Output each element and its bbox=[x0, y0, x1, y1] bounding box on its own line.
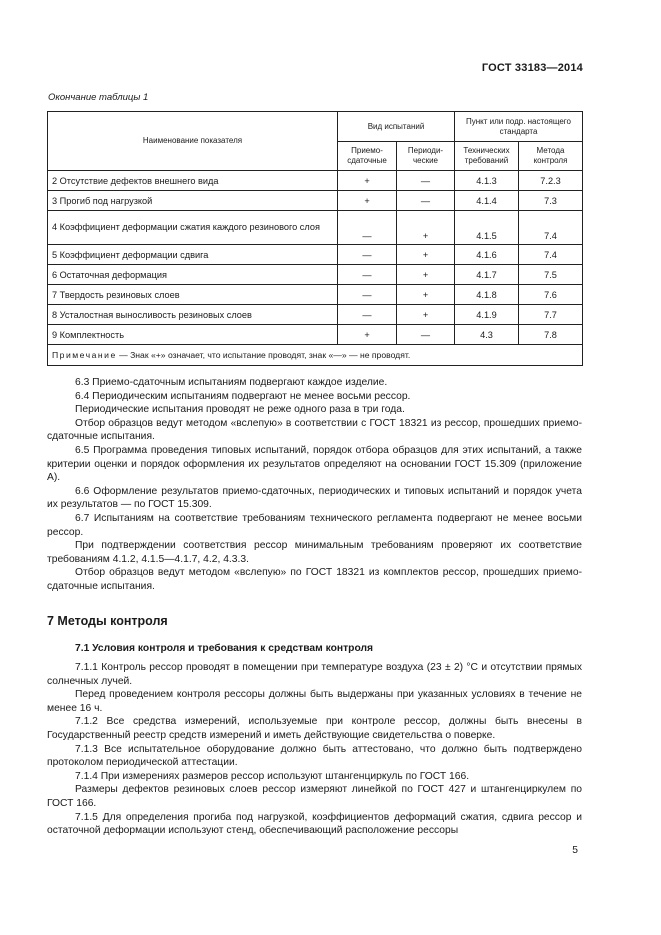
paragraph: При подтверждении соответствия рессор минимальным требованиям проверяют их соответствие требованиям 4.1.2, 4.1.5—4.1.7, 4.2, 4.3.3. bbox=[47, 540, 582, 565]
table-row bbox=[48, 171, 583, 191]
row-acceptance: — bbox=[338, 305, 397, 325]
row-requirements: 4.1.5 bbox=[455, 211, 519, 245]
table-header-row-1 bbox=[48, 112, 583, 142]
row-acceptance: — bbox=[338, 285, 397, 305]
row-acceptance: — bbox=[338, 211, 397, 245]
row-name: 3 Прогиб под нагрузкой bbox=[48, 191, 338, 211]
paragraph: 7.1.1 Контроль рессор проводят в помещении при температуре воздуха (23 ± 2) °С и отсутствии прямых солнечных лучей. bbox=[47, 662, 582, 687]
row-periodic: + bbox=[397, 211, 455, 245]
row-method: 7.7 bbox=[519, 305, 583, 325]
paragraph: Размеры дефектов резиновых слоев рессор измеряют линейкой по ГОСТ 427 и штангенциркулем по ГОСТ 166. bbox=[47, 784, 582, 809]
row-acceptance: — bbox=[338, 245, 397, 265]
row-requirements: 4.1.3 bbox=[455, 171, 519, 191]
table-caption: Окончание таблицы 1 bbox=[48, 92, 149, 103]
row-name: 6 Остаточная деформация bbox=[48, 265, 338, 285]
col-group-clause: Пункт или подр. настоящего стандарта bbox=[455, 112, 583, 142]
col-header-name: Наименование показателя bbox=[48, 112, 338, 171]
paragraph: 7.1.3 Все испытательное оборудование должно быть аттестовано, что должно быть подтверждено протоколом периодической аттестации. bbox=[47, 743, 582, 769]
note-lead: Примечание bbox=[52, 350, 117, 360]
table-row bbox=[48, 265, 583, 285]
paragraph: Периодические испытания проводят не реже одного раза в три года. bbox=[75, 404, 405, 416]
row-name: 2 Отсутствие дефектов внешнего вида bbox=[48, 171, 338, 191]
paragraph: 6.3 Приемо-сдаточным испытаниям подвергают каждое изделие. bbox=[75, 377, 388, 388]
paragraph: Перед проведением контроля рессоры должны быть выдержаны при указанных условиях в течение не менее 16 ч. bbox=[47, 689, 582, 714]
row-name: 5 Коэффициент деформации сдвига bbox=[48, 245, 338, 265]
col-header-acceptance: Приемо-сдаточные bbox=[338, 142, 397, 171]
paragraph: 6.7 Испытаниям на соответствие требованиям технического регламента подвергают не менее восьми рессор. bbox=[47, 512, 582, 538]
row-requirements: 4.1.7 bbox=[455, 265, 519, 285]
row-name: 4 Коэффициент деформации сжатия каждого резинового слоя bbox=[48, 211, 338, 245]
standard-number: ГОСТ 33183—2014 bbox=[481, 62, 583, 74]
row-acceptance: — bbox=[338, 265, 397, 285]
paragraph: 6.5 Программа проведения типовых испытаний, порядок отбора образцов для этих испытаний, а также критерии оценки и порядок оформления их результатов определяют на основании ГОСТ 15.309 (приложение А). bbox=[47, 444, 582, 484]
row-periodic: + bbox=[397, 245, 455, 265]
table-row bbox=[48, 325, 583, 345]
row-acceptance: + bbox=[338, 325, 397, 345]
section-7-title: 7 Методы контроля bbox=[47, 614, 168, 628]
table-row bbox=[48, 285, 583, 305]
row-acceptance: + bbox=[338, 191, 397, 211]
col-header-periodic: Периоди-ческие bbox=[397, 142, 455, 171]
note-text: — Знак «+» означает, что испытание проводят, знак «—» — не проводят. bbox=[116, 350, 411, 360]
row-method: 7.3 bbox=[519, 191, 583, 211]
row-requirements: 4.1.8 bbox=[455, 285, 519, 305]
table-row bbox=[48, 191, 583, 211]
page-number: 5 bbox=[572, 845, 578, 856]
row-requirements: 4.1.6 bbox=[455, 245, 519, 265]
paragraph: 7.1.2 Все средства измерений, используемые при контроле рессор, должны быть внесены в Государственный реестр средств измерений и иметь действующие свидетельства о поверке. bbox=[47, 716, 582, 741]
row-method: 7.4 bbox=[519, 245, 583, 265]
indicators-table bbox=[47, 111, 583, 366]
row-method: 7.8 bbox=[519, 325, 583, 345]
table-row bbox=[48, 305, 583, 325]
section-6-text bbox=[47, 376, 582, 594]
table-note-row bbox=[48, 345, 583, 366]
col-header-requirements: Технических требований bbox=[455, 142, 519, 171]
row-acceptance: + bbox=[338, 171, 397, 191]
table-row bbox=[48, 211, 583, 245]
row-requirements: 4.1.9 bbox=[455, 305, 519, 325]
subsection-7-1-title: 7.1 Условия контроля и требования к средствам контроля bbox=[75, 643, 374, 654]
row-requirements: 4.3 bbox=[455, 325, 519, 345]
row-periodic: + bbox=[397, 305, 455, 325]
paragraph: 6.4 Периодическим испытаниям подвергают не менее восьми рессор. bbox=[75, 390, 411, 402]
table-note bbox=[48, 345, 583, 366]
paragraph: 7.1.5 Для определения прогиба под нагрузкой, коэффициентов деформаций сжатия, сдвига рессор и остаточной деформации используют стенд, обеспечивающий расположение рессоры bbox=[47, 811, 582, 837]
row-name: 9 Комплектность bbox=[48, 325, 338, 345]
row-periodic: + bbox=[397, 265, 455, 285]
row-method: 7.5 bbox=[519, 265, 583, 285]
paragraph: 7.1.4 При измерениях размеров рессор используют штангенциркуль по ГОСТ 166. bbox=[75, 770, 470, 782]
row-method: 7.6 bbox=[519, 285, 583, 305]
row-name: 7 Твердость резиновых слоев bbox=[48, 285, 338, 305]
row-periodic: — bbox=[397, 325, 455, 345]
row-name: 8 Усталостная выносливость резиновых слоев bbox=[48, 305, 338, 325]
col-header-method: Метода контроля bbox=[519, 142, 583, 171]
paragraph: 6.6 Оформление результатов приемо-сдаточных, периодических и типовых испытаний и порядок учета их результатов — по ГОСТ 15.309. bbox=[47, 485, 582, 511]
row-periodic: — bbox=[397, 191, 455, 211]
paragraph: Отбор образцов ведут методом «вслепую» в соответствии с ГОСТ 18321 из рессор, прошедших приемо-сдаточные испытания. bbox=[47, 417, 582, 443]
section-7-text bbox=[47, 661, 582, 838]
table-row bbox=[48, 245, 583, 265]
row-method: 7.2.3 bbox=[519, 171, 583, 191]
row-method: 7.4 bbox=[519, 211, 583, 245]
row-periodic: + bbox=[397, 285, 455, 305]
row-requirements: 4.1.4 bbox=[455, 191, 519, 211]
row-periodic: — bbox=[397, 171, 455, 191]
col-group-test-types: Вид испытаний bbox=[338, 112, 455, 142]
paragraph: Отбор образцов ведут методом «вслепую» по ГОСТ 18321 из комплектов рессор, прошедших приемо-сдаточные испытания. bbox=[47, 567, 582, 592]
